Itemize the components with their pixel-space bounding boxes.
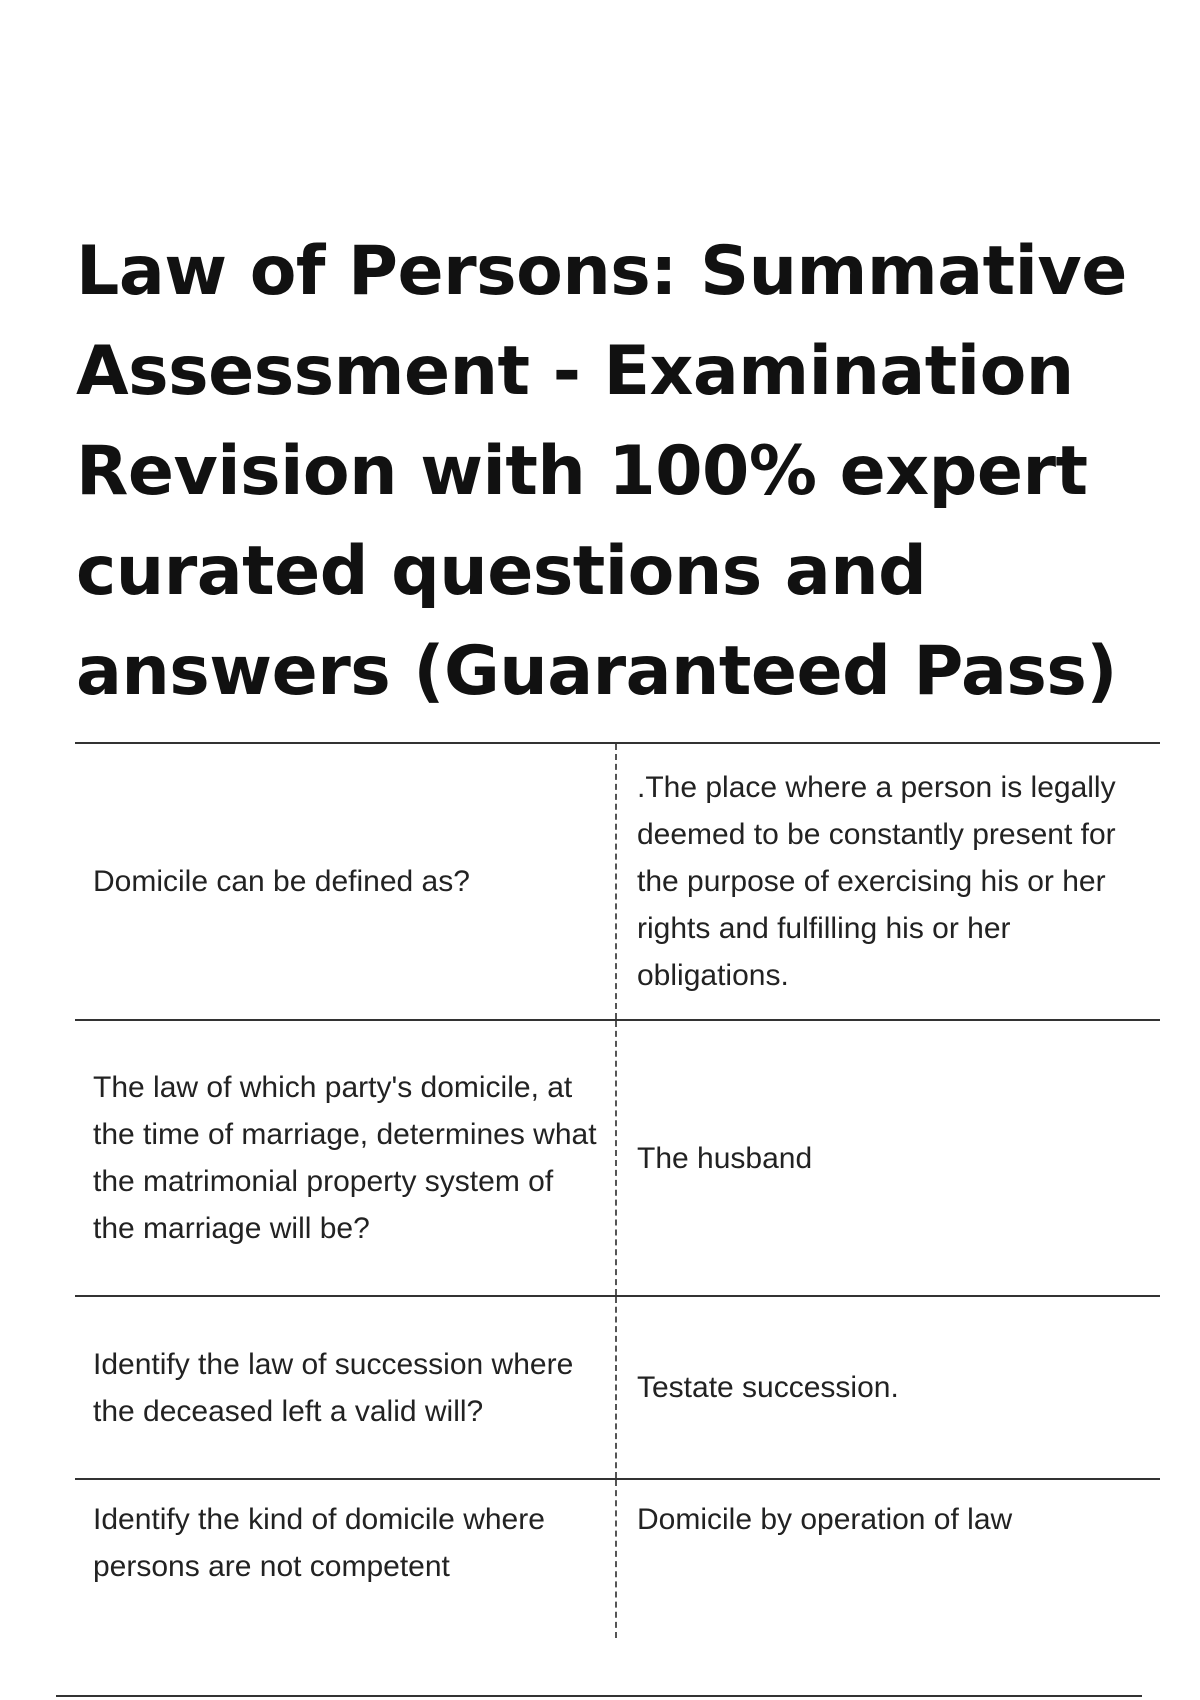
answer-cell: The husband xyxy=(637,1141,813,1175)
table-row xyxy=(75,1297,1160,1480)
qa-table xyxy=(75,742,1160,1638)
document-title: Law of Persons: Summative Assessment - Examination Revision with 100% expert curated questions and answers (Guaranteed Pass) xyxy=(76,232,1127,711)
question-cell: Domicile can be defined as? xyxy=(75,744,617,1019)
table-row xyxy=(75,1480,1160,1638)
footer-divider xyxy=(56,1695,1142,1697)
answer-cell: .The place where a person is legally deemed to be constantly present for the purpose of exercising his or her rights and fulfilling his or her obligations. xyxy=(637,771,1116,992)
table-row xyxy=(75,1021,1160,1297)
answer-cell: Domicile by operation of law xyxy=(637,1503,1013,1536)
answer-cell: Testate succession. xyxy=(637,1371,899,1404)
question-cell: Identify the kind of domicile where persons are not competent xyxy=(75,1480,617,1638)
table-row xyxy=(75,744,1160,1021)
question-cell: Identify the law of succession where the deceased left a valid will? xyxy=(75,1297,617,1478)
question-cell: The law of which party's domicile, at the time of marriage, determines what the matrimonial property system of the marriage will be? xyxy=(75,1021,617,1295)
